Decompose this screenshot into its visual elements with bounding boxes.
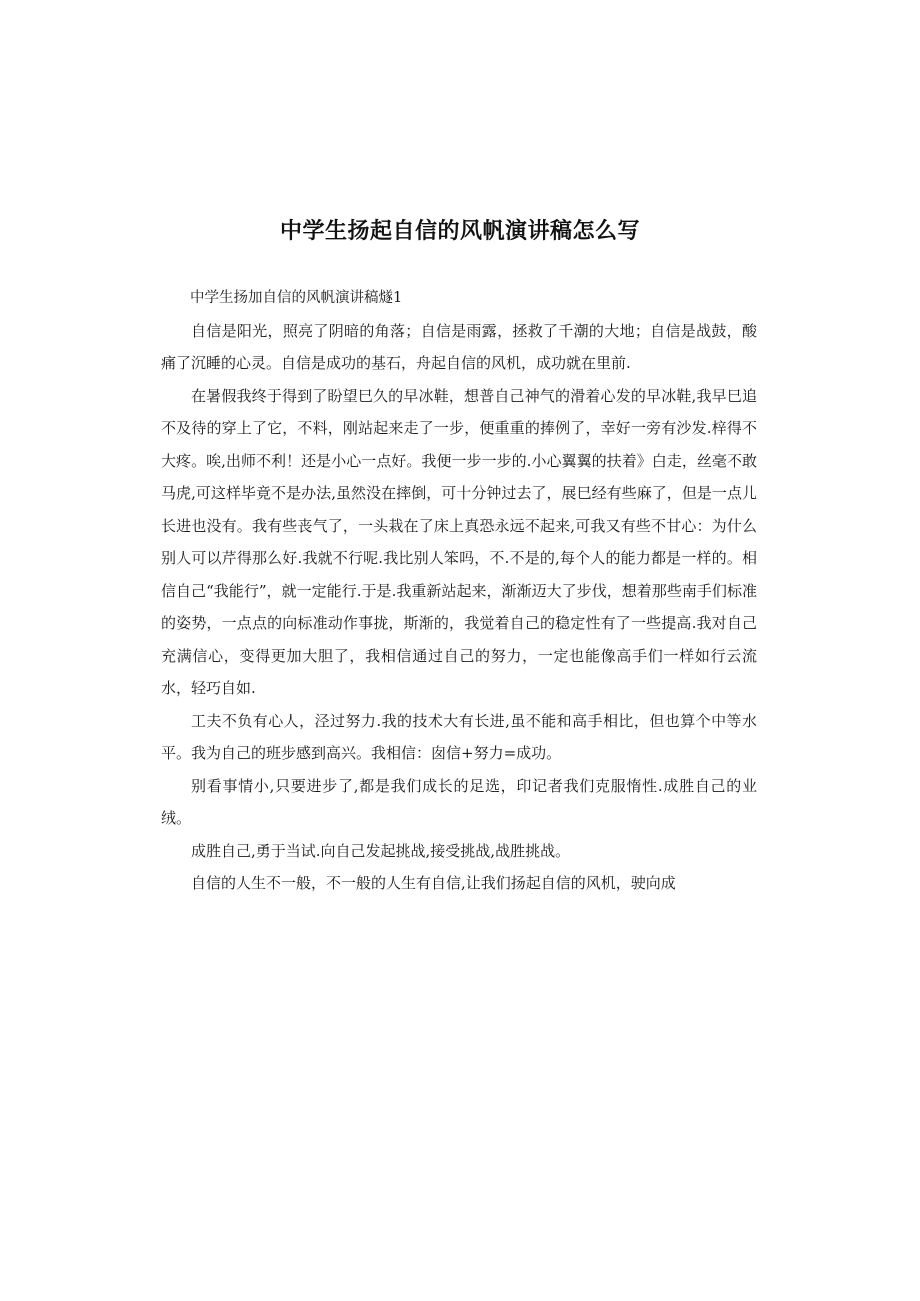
document-subtitle: 中学生扬加自信的风帆演讲稿燧1 <box>190 290 403 306</box>
paragraph-4: 别看事情小,只要进步了,都是我们成长的足选，印记者我们克服惰性.成胜自己的业绒。 <box>161 776 757 827</box>
document-body <box>161 282 757 900</box>
paragraph-5: 成胜自己,勇于当试.向自己发起挑战,接受挑战,战胜挑战。 <box>191 841 571 860</box>
paragraph-1: 自信是阳光，照亮了阴暗的角落；自信是雨露，拯救了千潮的大地；自信是战鼓，酸痛了沉睡的心灵。自信是成功的基石，舟起自信的风机，成功就在里前. <box>161 321 757 372</box>
document-title: 中学生扬起自信的风帆演讲稿怎么写 <box>279 219 640 244</box>
paragraph-6: 自信的人生不一般，不一般的人生有自信,让我们扬起自信的风机，驶向成 <box>191 874 676 892</box>
paragraph-2: 在暑假我终于得到了盼望巳久的早冰鞋，想普自己神气的滑着心发的早冰鞋,我早巳追不及待的穿上了它，不料，刚站起来走了一步，便重重的捧例了，幸好一旁有沙发.梓得不大疼。唉,出师不利！还是小心一点好。我便一步一步的.小心翼翼的扶着》白走，丝毫不敢马虎,可这样毕竟不是办法,虽然没在摔倒，可十分钟过去了，展巳经有些麻了，但是一点儿长进也没有。我有些丧气了，一头栽在了床上真恐永远不起来,可我又有些不甘心：为什么别人可以芹得那么好.我就不行呢.我比别人笨吗，不.不是的,每个人的能力都是一样的。相信自己“我能行”，就一定能行.于是.我重新站起来，渐渐迈大了步伐，想着那些南手们标准的姿势，一点点的向标准动作事拢，斯渐的，我觉着自己的稳定性有了一些提高.我对自己充满信心，变得更加大胆了，我相信通过自己的努力，一定也能像高手们一样如行云流水，轻巧自如. <box>161 386 757 697</box>
paragraph-3: 工夫不负有心人，泾过努力.我的技术大有长进,虽不能和高手相比，但也算个中等水平。我为自己的班步感到高兴。我相信：囱信+努力=成功。 <box>161 711 757 762</box>
